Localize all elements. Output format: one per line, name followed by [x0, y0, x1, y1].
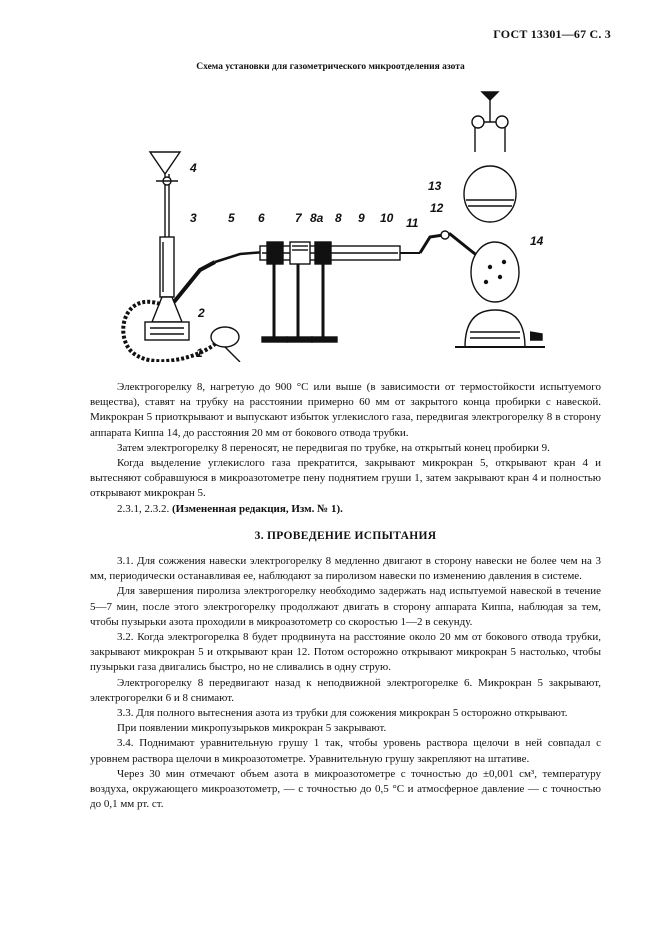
label-12: 12 [430, 201, 444, 215]
label-9: 9 [358, 211, 365, 225]
paragraph-10: При появлении микропузырьков микрокран 5 закрывают. [117, 722, 387, 735]
paragraph-5: 3.1. Для сожжения навески электрогорелку 8 медленно двигают в сторону навески не более чем на 3 мм, периодически останавливая ее, наблюдают за пиролизом навески по изменению давления в системе. [90, 555, 601, 583]
clause-ref: 2.3.1, 2.3.2. [117, 502, 170, 515]
label-7: 7 [295, 211, 302, 225]
label-8a: 8а [310, 211, 324, 225]
label-14: 14 [530, 234, 544, 248]
label-4: 4 [190, 161, 197, 175]
label-8: 8 [335, 211, 342, 225]
figure-caption: Схема установки для газометрического микроотделения азота [196, 62, 465, 72]
paragraph-1: Электрогорелку 8, нагретую до 900 °С или выше (в зависимости от термостойкости испытуемого вещества), ставят на трубку на расстоянии примерно 60 мм от закрытого конца пробирки с навеской. Микрокран 5 приоткрывают и выпускают избыток углекислого газа, передвигая электрогорелку 8 в сторону аппарата Киппа 14, до расстояния 20 мм от бокового отвода трубки. [90, 381, 601, 439]
label-6: 6 [258, 211, 265, 225]
paragraph-2: Затем электрогорелку 8 переносят, не передвигая по трубке, на открытый конец пробирки 9. [117, 441, 550, 454]
paragraph-6: Для завершения пиролиза электрогорелку необходимо задержать над испытуемой навеской в течение 5—7 мин, после этого электрогорелку продолжают двигать в сторону аппарата Киппа, наблюдая за тем, чтобы пузырьки азота проходили в микроазотометр со скоростью 1—2 в секунду. [90, 585, 601, 628]
paragraph-11: 3.4. Поднимают уравнительную грушу 1 так, чтобы уровень раствора щелочи в ней совпадал с уровнем раствора щелочи в микроазотометре. Уравнительную грушу закрепляют на штативе. [90, 737, 601, 765]
label-2: 2 [198, 306, 205, 320]
paragraph-12: Через 30 мин отмечают объем азота в микроазотометре с точностью до ±0,001 см³, температуру воздуха, окружающего микроазотометр, — с точностью до 0,5 °С и атмосферное давление — с точностью до 0,1 мм рт. ст. [90, 767, 601, 811]
apparatus-diagram [90, 82, 570, 362]
page-header: ГОСТ 13301—67 С. 3 [493, 27, 611, 41]
paragraph-3: Когда выделение углекислого газа прекратится, закрывают микрокран 5, открывают кран 4 и вытесняют собравшуюся в микроазотометре пену поднятием груши 1, затем закрывают кран 4 и полностью открывают микрокран 5. [90, 457, 601, 500]
label-5: 5 [228, 211, 235, 225]
paragraph-4 [90, 502, 601, 517]
label-3: 3 [190, 211, 197, 225]
paragraph-7: 3.2. Когда электрогорелка 8 будет продвинута на расстояние около 20 мм от бокового отвода трубки, закрывают микрокран 5 и открывают кран 12. Потом осторожно открывают микрокран 5 настолько, чтобы пузырьки газа двигались быстро, но не сливались в одну струю. [90, 631, 601, 674]
label-11: 11 [406, 216, 419, 230]
label-1: 1 [196, 346, 203, 360]
body-text [90, 380, 601, 812]
paragraph-8: Электрогорелку 8 передвигают назад к неподвижной электрогорелке 6. Микрокран 5 закрывают, электрогорелки 6 и 8 снимают. [90, 676, 601, 704]
paragraph-9: 3.3. Для полного вытеснения азота из трубки для сожжения микрокран 5 осторожно открывают. [117, 707, 568, 720]
label-10: 10 [380, 211, 394, 225]
label-13: 13 [428, 179, 442, 193]
section-title: 3. ПРОВЕДЕНИЕ ИСПЫТАНИЯ [254, 529, 437, 542]
amendment-note: (Измененная редакция, Изм. № 1). [172, 502, 343, 515]
funnel-shape [150, 152, 180, 174]
